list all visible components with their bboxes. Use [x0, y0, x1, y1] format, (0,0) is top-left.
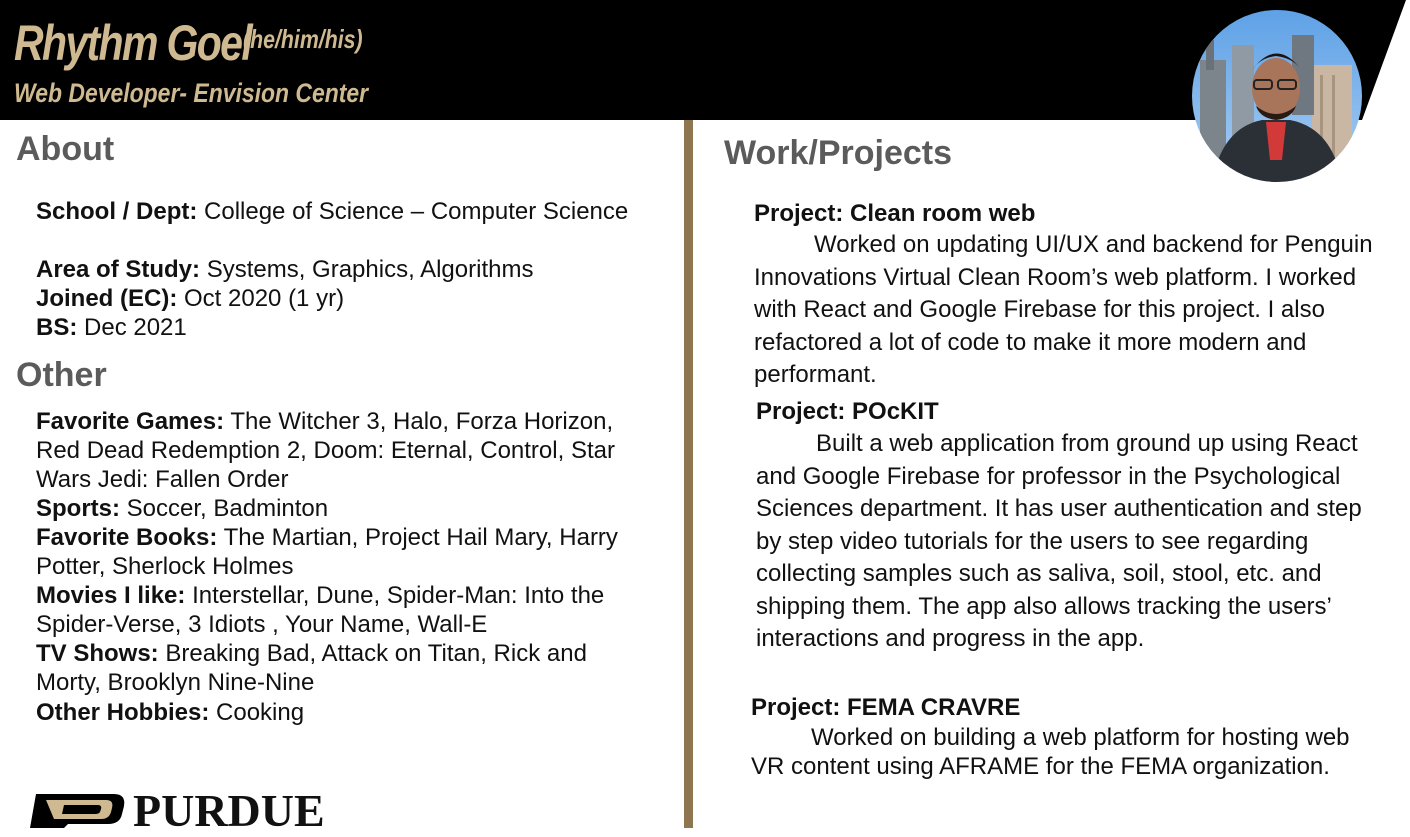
- field-label: Movies I like:: [36, 582, 186, 609]
- project-title: Project: FEMA CRAVRE: [751, 694, 1021, 721]
- other-field-movies: [36, 581, 646, 639]
- field-value: The Witcher 3, Halo, Forza Horizon, Red Dead Redemption 2, Doom: Eternal, Control, Star Wars Jedi: Fallen Order: [36, 408, 615, 493]
- avatar: [1192, 10, 1362, 182]
- field-value: Cooking: [216, 699, 305, 726]
- field-label: Favorite Books:: [36, 524, 218, 551]
- field-value: Oct 2020 (1 yr): [184, 285, 345, 312]
- field-value: College of Science – Computer Science: [204, 198, 629, 225]
- other-field-sports: [36, 494, 656, 523]
- project-title: Project: POcKIT: [756, 398, 939, 425]
- other-field-tv: [36, 639, 656, 697]
- field-label: Other Hobbies:: [36, 699, 210, 726]
- project-body-text: Built a web application from ground up using React and Google Firebase for professor in the Psychological Sciences department. It has user authentication and step by step video tutorials for the users to see regarding collecting samples such as saliva, soil, stool, etc. and shipping them. The app also allows tracking the users’ interactions and progress in the app.: [756, 430, 1362, 652]
- field-value: Breaking Bad, Attack on Titan, Rick and Morty, Brooklyn Nine-Nine: [36, 640, 587, 696]
- other-field-hobbies: [36, 698, 656, 727]
- purdue-p-icon: [28, 788, 128, 828]
- field-value: Systems, Graphics, Algorithms: [206, 256, 534, 283]
- field-value: Soccer, Badminton: [126, 495, 329, 522]
- person-name: Rhythm Goel: [14, 15, 252, 71]
- project-description: [754, 229, 1374, 392]
- other-field-games: [36, 407, 646, 494]
- project-body-text: Worked on building a web platform for hosting web VR content using AFRAME for the FEMA organization.: [751, 724, 1350, 780]
- pronouns: (he/him/his): [243, 24, 363, 54]
- about-heading: About: [16, 130, 115, 168]
- project-description: [756, 428, 1376, 656]
- about-field-joined: [36, 284, 676, 313]
- about-field-bs: [36, 313, 676, 342]
- other-field-books: [36, 523, 646, 581]
- work-heading: Work/Projects: [724, 134, 953, 172]
- field-label: Favorite Games:: [36, 408, 225, 435]
- job-role: Web Developer- Envision Center: [14, 78, 369, 108]
- field-label: Sports:: [36, 495, 120, 522]
- purdue-wordmark: PURDUE: [133, 785, 325, 836]
- field-value: Dec 2021: [84, 314, 187, 341]
- field-value: The Martian, Project Hail Mary, Harry Potter, Sherlock Holmes: [36, 524, 618, 580]
- field-value: Interstellar, Dune, Spider-Man: Into the Spider-Verse, 3 Idiots , Your Name, Wall-E: [36, 582, 605, 638]
- project-title: Project: Clean room web: [754, 200, 1036, 227]
- about-field-school: [36, 197, 646, 226]
- field-label: Joined (EC):: [36, 285, 178, 312]
- project-body-text: Worked on updating UI/UX and backend for Penguin Innovations Virtual Clean Room’s web platform. I worked with React and Google Firebase for this project. I also refactored a lot of code to make it more modern and performant.: [754, 231, 1373, 388]
- column-divider: [684, 120, 693, 828]
- other-heading: Other: [16, 356, 107, 394]
- field-label: TV Shows:: [36, 640, 159, 667]
- field-label: BS:: [36, 314, 78, 341]
- about-field-area: [36, 255, 676, 284]
- project-description: [751, 723, 1371, 781]
- field-label: School / Dept:: [36, 198, 198, 225]
- field-label: Area of Study:: [36, 256, 201, 283]
